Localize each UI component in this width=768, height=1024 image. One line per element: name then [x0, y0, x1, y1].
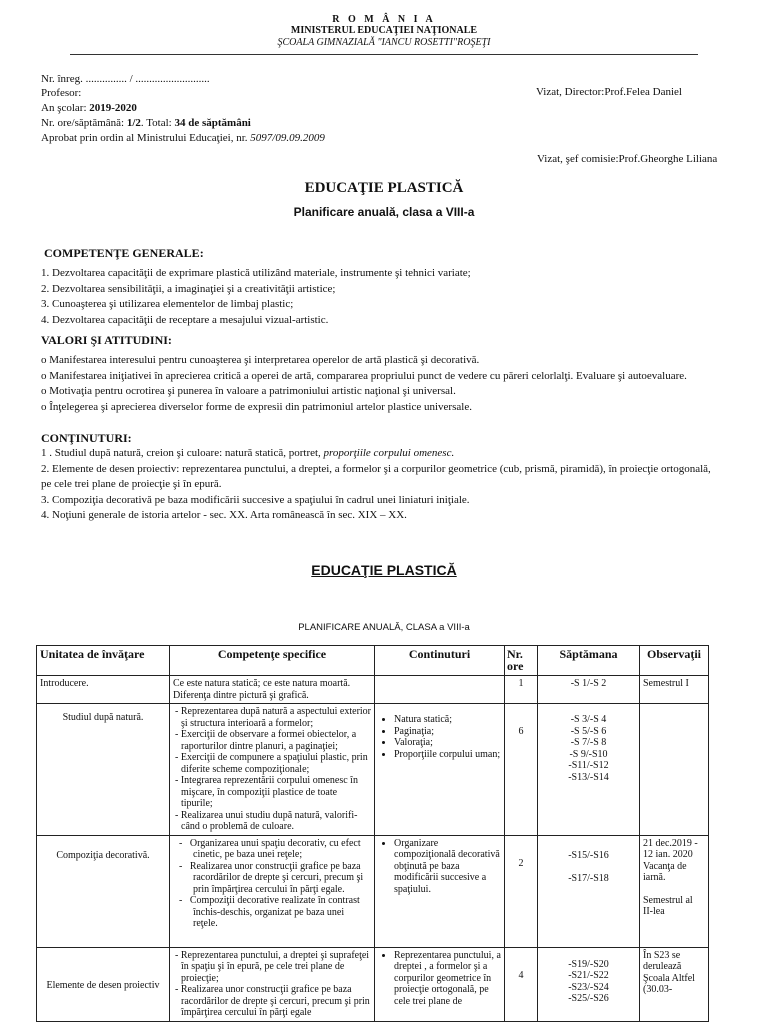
cell-observatii: [640, 676, 709, 704]
col-header-competente: Competenţe specifice: [170, 646, 375, 676]
director-approval: Vizat, Director:Prof.Felea Daniel: [536, 86, 682, 98]
continuturi-heading: CONŢINUTURI:: [41, 431, 132, 445]
cell-nr-ore: 6: [505, 704, 538, 836]
cell-nr-ore: 1: [505, 676, 538, 704]
header-divider: [70, 54, 698, 55]
cell-competente: [170, 704, 375, 836]
header-country: R O M Â N I A: [332, 14, 436, 25]
cell-saptamana: [538, 704, 640, 836]
hours-label: Nr. ore/săptămână:: [41, 117, 127, 129]
table-row: [37, 676, 709, 704]
week-text: -S25/-S26: [568, 993, 609, 1004]
table-row: [37, 704, 709, 836]
continuturi-list: [41, 446, 721, 524]
competenta-item: 1. Dezvoltarea capacităţii de exprimare plastică utilizând materiale, instrumente şi tehnici variate;: [41, 267, 471, 279]
observatie-text: Semestrul al II-lea: [643, 894, 693, 917]
competenta-text: - Organizarea unui spaţiu decorativ, cu efect cinetic, pe baza unei reţele;: [179, 837, 361, 860]
cell-unit: Introducere.: [37, 676, 170, 704]
cell-saptamana: [538, 835, 640, 947]
week-text: -S21/-S22: [568, 970, 609, 981]
continut-item: [41, 446, 721, 462]
observatie-text: 21 dec.2019 - 12 ian. 2020 Vacanţa de iarnă.: [643, 837, 698, 883]
week-text: -S13/-S14: [568, 771, 609, 783]
continut-bullet: • Organizare compoziţională decorativă obţinută pe baza modificării succesive a spaţiului.: [394, 838, 501, 896]
week-text: -S11/-S12: [568, 760, 609, 771]
cell-nr-ore: 4: [505, 947, 538, 1021]
competente-list: [41, 266, 731, 328]
cell-competente: [170, 835, 375, 947]
cell-unit: Compoziţia decorativă.: [37, 835, 170, 947]
week-text: -S 7/-S 8: [570, 737, 607, 748]
continut-item: 3. Compoziţia decorativă pe baza modificării succesive a spaţiului în cadrul unei liniaturi iniţiale.: [41, 493, 470, 506]
competenta-text: - Reprezentarea punctului, a dreptei şi suprafeţei în spaţiu şi în epură, pe cele trei plane de proiecţie;: [175, 949, 370, 984]
competenta-text: - Realizarea unor construcţii grafice pe baza racordărilor de drepte şi cercuri, precum şi prin împărţirea cercului în părţi egale.: [179, 860, 364, 895]
section-title: EDUCAŢIE PLASTICĂ: [311, 562, 457, 578]
approval-order: [41, 131, 325, 145]
continut-bullet: • Reprezentarea punctului, a dreptei , a formelor şi a corpurilor geometrice în proiecţie ortogonală, pe cele trei plane de: [394, 950, 501, 1008]
continut-item-italic: proporţiile corpului omenesc.: [323, 447, 455, 459]
cell-continuturi: [375, 947, 505, 1021]
approval-number: 5097/09.09.2009: [250, 132, 325, 144]
cell-observatii: [640, 835, 709, 947]
col-header-unit: Unitatea de învăţare: [37, 646, 170, 676]
valori-list: [41, 353, 741, 415]
observatie-text: În S23 se derulează Şcoala Altfel (30.03-: [643, 949, 695, 995]
school-year-label: An şcolar:: [41, 102, 90, 114]
week-text: -S15/-S16: [568, 849, 609, 861]
continut-bullet: • Proporţiile corpului uman;: [394, 749, 501, 761]
col-header-continuturi: Continuturi: [375, 646, 505, 676]
continuturi-bullets: [378, 838, 501, 896]
total-value: 34 de săptămâni: [174, 117, 251, 129]
competenta-item: 3. Cunoaşterea şi utilizarea elementelor de limbaj plastic;: [41, 298, 294, 310]
valoare-item: o Înţelegerea şi aprecierea diverselor forme de expresii din patrimoniul artelor plastice universale.: [41, 400, 472, 413]
week-text: -S23/-S24: [568, 981, 609, 993]
competenta-text: Ce este natura statică; ce este natura moartă.: [173, 678, 351, 689]
cell-unit: Studiul după natură.: [37, 704, 170, 836]
cell-continuturi: [375, 835, 505, 947]
continut-bullet: • Natura statică;: [394, 714, 501, 726]
competenta-text: - Compoziţii decorative realizate în contrast închis-deschis, organizat pe baza unei reţele.: [179, 895, 360, 929]
valoare-item: o Motivaţia pentru ocrotirea şi punerea în valoare a patrimoniului artistic naţional şi universal.: [41, 385, 456, 397]
cell-competente: [170, 947, 375, 1021]
valoare-item: o Manifestarea iniţiativei în aprecierea critică a operei de artă, compararea propriului punct de vedere cu păreri celorlalţi. Evaluare şi autoevaluare.: [41, 369, 687, 382]
cell-saptamana: [538, 947, 640, 1021]
cell-continuturi: [375, 676, 505, 704]
header-ministry: MINISTERUL EDUCAŢIEI NAŢIONALE: [290, 25, 478, 36]
page-subtitle: Planificare anuală, clasa a VIII-a: [293, 205, 475, 219]
planning-table: [36, 645, 709, 1022]
observatie-text: Semestrul I: [643, 678, 689, 689]
approval-prefix: Aprobat prin ordin al Ministrului Educaţiei, nr.: [41, 132, 251, 144]
cell-continuturi: [375, 704, 505, 836]
continut-item-text: 1 . Studiul după natură, creion şi culoare: natură statică, portret,: [41, 447, 324, 459]
week-text: -S 1/-S 2: [570, 678, 607, 689]
competenta-item: 2. Dezvoltarea sensibilităţii, a imaginaţiei şi a creativităţii artistice;: [41, 282, 336, 295]
school-year: [41, 101, 137, 115]
committee-approval: Vizat, şef comisie:Prof.Gheorghe Liliana: [537, 153, 718, 165]
cell-observatii: [640, 947, 709, 1021]
valori-heading: VALORI ŞI ATITUDINI:: [41, 333, 172, 347]
cell-observatii: [640, 704, 709, 836]
competenta-text: - Reprezentarea după natură a aspectului exterior şi structura interioară a formelor;: [175, 706, 372, 729]
competenta-text: - Realizarea unui studiu după natură, valorifi-când o problemă de culoare.: [175, 809, 358, 832]
competenta-text: - Realizarea unor construcţii grafice pe baza racordărilor de drepte şi cercuri, precum şi prin împărţirea cercului în părţi egale: [175, 984, 370, 1018]
continut-bullet: • Valoraţia;: [394, 737, 501, 749]
cell-saptamana: [538, 676, 640, 704]
competente-heading: COMPETENŢE GENERALE:: [44, 246, 204, 260]
registration-number: Nr. înreg. ............... / ...........................: [41, 73, 210, 85]
header-school: ŞCOALA GIMNAZIALĂ "IANCU ROSETTI"ROŞEŢI: [277, 37, 491, 48]
competenta-text: Diferenţa dintre pictură şi grafică.: [173, 689, 309, 701]
table-row: [37, 947, 709, 1021]
cell-unit: Elemente de desen proiectiv: [37, 947, 170, 1021]
competenta-text: - Exerciţii de compunere a spaţiului plastic, prin diferite scheme compoziţionale;: [175, 752, 368, 775]
continuturi-bullets: [378, 714, 501, 760]
profesor-label: Profesor:: [41, 87, 82, 99]
col-header-nr-ore: Nr. ore: [505, 646, 538, 676]
competenta-text: - Integrarea reprezentării corpului omenesc în mişcare, în compoziţii plastice de toate tipurile;: [175, 775, 358, 809]
cell-nr-ore: 2: [505, 835, 538, 947]
valoare-item: o Manifestarea interesului pentru cunoaşterea şi interpretarea operelor de artă plastică şi decorativă.: [41, 354, 480, 366]
week-text: -S19/-S20: [568, 958, 609, 970]
school-year-value: 2019-2020: [89, 102, 137, 114]
continuturi-bullets: [378, 950, 501, 1008]
col-header-saptamana: Săptămana: [538, 646, 640, 676]
competenta-text: - Exerciţii de observare a formei obiectelor, a raporturilor dintre planuri, a paginaţiei;: [175, 729, 357, 752]
continut-item: 4. Noţiuni generale de istoria artelor - sec. XX. Arta românească în sec. XIX – XX.: [41, 509, 407, 521]
page-title: EDUCAŢIE PLASTICĂ: [304, 180, 464, 196]
table-header-row: [37, 646, 709, 676]
continut-bullet: • Paginaţia;: [394, 726, 501, 738]
cell-competente: [170, 676, 375, 704]
table-caption: PLANIFICARE ANUALĂ, CLASA a VIII-a: [298, 622, 470, 633]
table-row: [37, 835, 709, 947]
week-text: -S17/-S18: [568, 873, 609, 884]
week-text: -S 3/-S 4: [570, 714, 607, 725]
hours-per-week: [41, 116, 251, 130]
hours-value: 1/2: [126, 117, 141, 129]
week-text: -S 9/-S10: [569, 748, 608, 760]
col-header-observatii: Observaţii: [640, 646, 709, 676]
week-text: -S 5/-S 6: [570, 725, 607, 737]
total-label: . Total:: [140, 117, 175, 129]
competenta-item: 4. Dezvoltarea capacităţii de receptare a mesajului vizual-artistic.: [41, 313, 329, 326]
continut-item: 2. Elemente de desen proiectiv: reprezentarea punctului, a dreptei, a formelor şi a corpurilor geometrice (cub, prismă, piramidă), în proiecţie ortogonală, pe cele trei plane de proiecţie şi în epură.: [41, 462, 711, 490]
